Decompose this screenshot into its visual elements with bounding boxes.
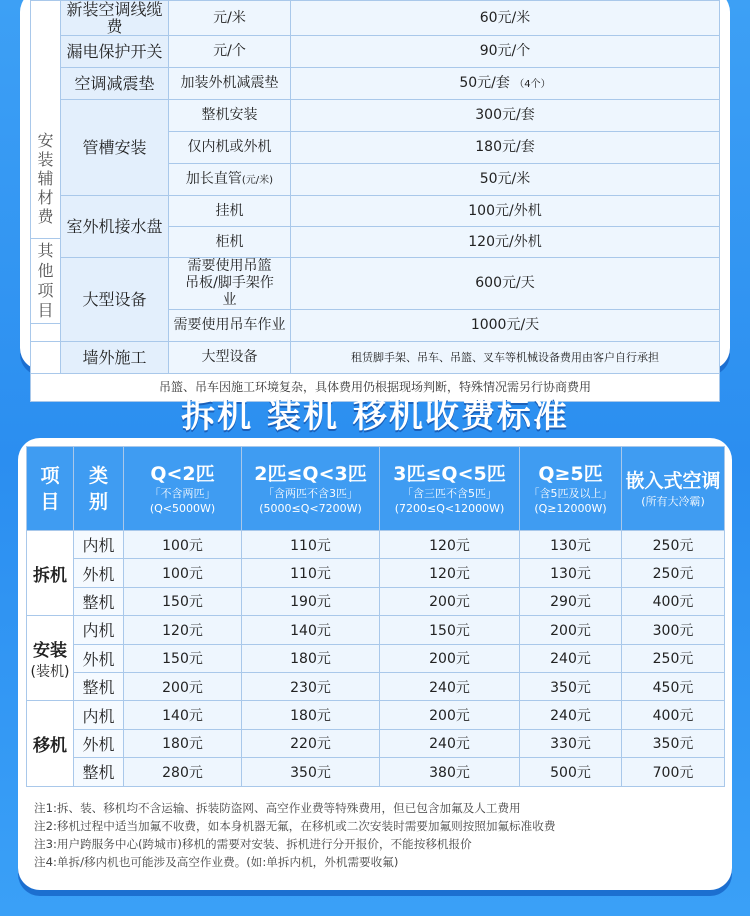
group-name: 拆机	[33, 565, 67, 586]
header-col-ge-5: Q≥5匹 「含5匹及以上」 (Q≥12000W)	[520, 447, 622, 531]
price-cell: 180元	[242, 701, 380, 729]
side-label-other: 其他项目	[30, 238, 61, 324]
price-cell: 180元	[124, 729, 242, 757]
price-cable: 60元/米	[291, 1, 720, 36]
price-whole-install: 300元/套	[291, 100, 720, 132]
section-heading: 拆机 装机 移机收费标准	[181, 396, 569, 436]
side-label-install: 安装辅材费	[31, 1, 61, 342]
price-cell: 450元	[622, 672, 725, 700]
header-col-3-to-5: 3匹≤Q<5匹 「含三匹不含5匹」 (7200≤Q<12000W)	[380, 447, 520, 531]
category-leakage-switch: 漏电保护开关	[61, 36, 169, 68]
price-cell: 240元	[380, 672, 520, 700]
price-cell: 150元	[380, 616, 520, 644]
price-wall-unit-tray: 100元/外机	[291, 196, 720, 227]
price-cell: 180元	[242, 644, 380, 672]
item-outside-wall: 大型设备	[169, 342, 291, 374]
row-type: 外机	[74, 559, 124, 587]
price-leakage-switch: 90元/个	[291, 36, 720, 68]
table-row	[27, 531, 725, 559]
table-row	[27, 644, 725, 672]
category-cable: 新装空调线缆费	[61, 1, 169, 36]
top-footnote: 吊篮、吊车因施工环境复杂，具体费用仍根据现场判断，特殊情况需另行协商费用	[31, 374, 720, 402]
item-crane: 需要使用吊车作业	[169, 310, 291, 342]
price-cell: 200元	[520, 616, 622, 644]
price-cell: 240元	[520, 644, 622, 672]
header-col-2-to-3: 2匹≤Q<3匹 「含两匹不含3匹」 (5000≤Q<7200W)	[242, 447, 380, 531]
group-label	[27, 701, 74, 786]
group-label	[27, 616, 74, 701]
item-wall-unit: 挂机	[169, 196, 291, 227]
category-outside-wall: 墙外施工	[61, 342, 169, 374]
item-cabinet-unit: 柜机	[169, 227, 291, 258]
price-cell: 700元	[622, 758, 725, 786]
price-cell: 350元	[520, 672, 622, 700]
price-cell: 380元	[380, 758, 520, 786]
accessories-fee-table	[30, 0, 720, 402]
price-hanging-basket: 600元/天	[291, 258, 720, 310]
table-row	[27, 701, 725, 729]
row-type: 内机	[74, 531, 124, 559]
table-row	[27, 758, 725, 786]
price-cell: 110元	[242, 531, 380, 559]
category-pipe-slot: 管槽安装	[61, 100, 169, 196]
table-row	[27, 672, 725, 700]
row-type: 内机	[74, 616, 124, 644]
price-cell: 130元	[520, 531, 622, 559]
note-1: 注1:拆、装、移机均不含运输、拆装防盗网、高空作业费等特殊费用，但已包含加氟及人工费用	[34, 800, 521, 815]
price-cell: 500元	[520, 758, 622, 786]
price-cell: 140元	[242, 616, 380, 644]
price-cell: 300元	[622, 616, 725, 644]
category-shock-pad: 空调减震垫	[61, 68, 169, 100]
price-cell: 120元	[380, 531, 520, 559]
fee-standard-table	[26, 446, 725, 787]
price-cell: 400元	[622, 701, 725, 729]
table-row	[27, 559, 725, 587]
note-3: 注3:用户跨服务中心(跨城市)移机的需要对安装、拆机进行分开报价，不能按移机报价	[34, 836, 472, 851]
group-name: 安装	[33, 640, 67, 661]
note-4: 注4:单拆/移内机也可能涉及高空作业费。(如:单拆内机，外机需要收氟)	[34, 854, 399, 869]
item-extended-pipe: 加长直管(元/米)	[169, 164, 291, 196]
table-row	[27, 587, 725, 615]
price-cabinet-unit-tray: 120元/外机	[291, 227, 720, 258]
price-cell: 290元	[520, 587, 622, 615]
note-2: 注2:移机过程中适当加氟不收费，如本身机器无氟，在移机或二次安装时需要加氟则按照加氟标准收费	[34, 818, 556, 833]
category-drain-tray: 室外机接水盘	[61, 196, 169, 258]
item-cable: 元/米	[169, 1, 291, 36]
price-cell: 250元	[622, 531, 725, 559]
price-cell: 150元	[124, 587, 242, 615]
price-cell: 240元	[520, 701, 622, 729]
price-cell: 120元	[380, 559, 520, 587]
row-type: 内机	[74, 701, 124, 729]
row-type: 整机	[74, 758, 124, 786]
price-cell: 100元	[124, 559, 242, 587]
side-label-other-fill	[31, 342, 61, 374]
price-cell: 190元	[242, 587, 380, 615]
row-type: 整机	[74, 672, 124, 700]
price-cell: 110元	[242, 559, 380, 587]
price-cell: 120元	[124, 616, 242, 644]
table-row	[27, 616, 725, 644]
table-row	[27, 729, 725, 757]
price-extended-pipe: 50元/米	[291, 164, 720, 196]
item-leakage-switch: 元/个	[169, 36, 291, 68]
price-outside-wall: 租赁脚手架、吊车、吊篮、叉车等机械设备费用由客户自行承担	[291, 342, 720, 374]
price-cell: 100元	[124, 531, 242, 559]
fee-notes	[26, 787, 724, 871]
header-project: 项目	[27, 447, 74, 531]
price-cell: 350元	[622, 729, 725, 757]
price-cell: 400元	[622, 587, 725, 615]
header-col-embedded: 嵌入式空调 (所有大冷霸)	[622, 447, 725, 531]
price-cell: 250元	[622, 559, 725, 587]
fee-table-body	[27, 531, 725, 787]
header-col-q-lt-2: Q<2匹 「不含两匹」 (Q<5000W)	[124, 447, 242, 531]
price-cell: 220元	[242, 729, 380, 757]
row-type: 整机	[74, 587, 124, 615]
item-hanging-basket: 需要使用吊篮吊板/脚手架作业	[169, 258, 291, 310]
price-cell: 140元	[124, 701, 242, 729]
price-cell: 350元	[242, 758, 380, 786]
fee-standard-card	[18, 438, 732, 890]
price-cell: 150元	[124, 644, 242, 672]
price-crane: 1000元/天	[291, 310, 720, 342]
group-name: 移机	[33, 735, 67, 756]
price-cell: 230元	[242, 672, 380, 700]
row-type: 外机	[74, 729, 124, 757]
price-cell: 130元	[520, 559, 622, 587]
group-label	[27, 531, 74, 616]
price-cell: 200元	[380, 587, 520, 615]
install-accessories-card	[20, 0, 730, 394]
group-subname: (装机)	[30, 663, 70, 680]
price-indoor-or-outdoor: 180元/套	[291, 132, 720, 164]
price-cell: 240元	[380, 729, 520, 757]
price-cell: 280元	[124, 758, 242, 786]
price-cell: 200元	[380, 701, 520, 729]
item-whole-install: 整机安装	[169, 100, 291, 132]
item-shock-pad: 加装外机减震垫	[169, 68, 291, 100]
price-cell: 200元	[124, 672, 242, 700]
item-indoor-or-outdoor: 仅内机或外机	[169, 132, 291, 164]
price-shock-pad: 50元/套 （4个）	[291, 68, 720, 100]
row-type: 外机	[74, 644, 124, 672]
header-type: 类别	[74, 447, 124, 531]
price-cell: 250元	[622, 644, 725, 672]
category-large-equipment: 大型设备	[61, 258, 169, 342]
price-cell: 200元	[380, 644, 520, 672]
price-cell: 330元	[520, 729, 622, 757]
